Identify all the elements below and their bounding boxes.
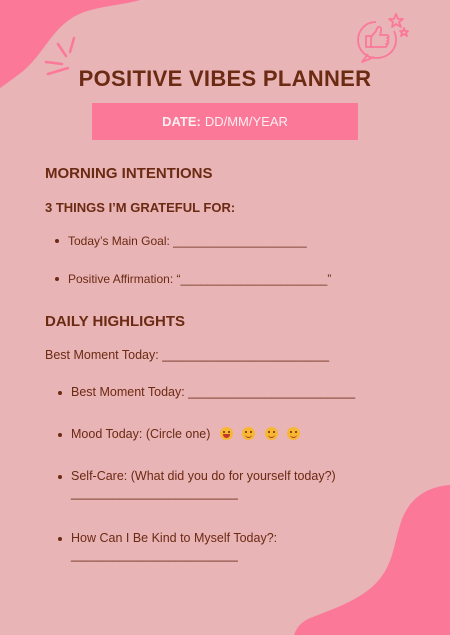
list-item bbox=[58, 468, 355, 530]
highlights-heading: DAILY HIGHLIGHTS bbox=[45, 313, 186, 330]
highlights-list bbox=[58, 384, 355, 570]
relieved-face-icon[interactable] bbox=[265, 427, 278, 440]
best-moment-line: Best Moment Today: ________________________ bbox=[45, 348, 330, 362]
date-label: DATE: bbox=[162, 114, 201, 129]
relieved-face-icon[interactable] bbox=[287, 427, 300, 440]
list-item bbox=[58, 530, 355, 570]
answer-line: ________________________ bbox=[71, 486, 238, 500]
list-item-text: How Can I Be Kind to Myself Today?: bbox=[71, 531, 278, 545]
grinning-face-icon[interactable] bbox=[220, 427, 233, 440]
answer-line: ________________________ bbox=[71, 548, 238, 562]
grateful-list bbox=[55, 233, 331, 309]
smiling-face-icon[interactable] bbox=[242, 427, 255, 440]
list-item: Today’s Main Goal: ____________________ bbox=[55, 233, 331, 271]
date-field[interactable] bbox=[92, 103, 358, 140]
grateful-subheading: 3 THINGS I’M GRATEFUL FOR: bbox=[45, 200, 236, 215]
list-item: Positive Affirmation: “______________________” bbox=[55, 271, 331, 309]
list-item-text: Best Moment Today: ________________________ bbox=[71, 385, 356, 399]
list-item bbox=[58, 426, 355, 468]
list-item-text: Self-Care: (What did you do for yourself today?) bbox=[71, 469, 336, 483]
morning-heading: MORNING INTENTIONS bbox=[45, 165, 213, 182]
thumbs-up-icon bbox=[354, 10, 410, 64]
date-value: DD/MM/YEAR bbox=[204, 114, 288, 129]
page-title: POSITIVE VIBES PLANNER bbox=[78, 66, 372, 91]
list-item bbox=[58, 384, 355, 426]
list-item-text: Mood Today: (Circle one) bbox=[71, 427, 211, 441]
